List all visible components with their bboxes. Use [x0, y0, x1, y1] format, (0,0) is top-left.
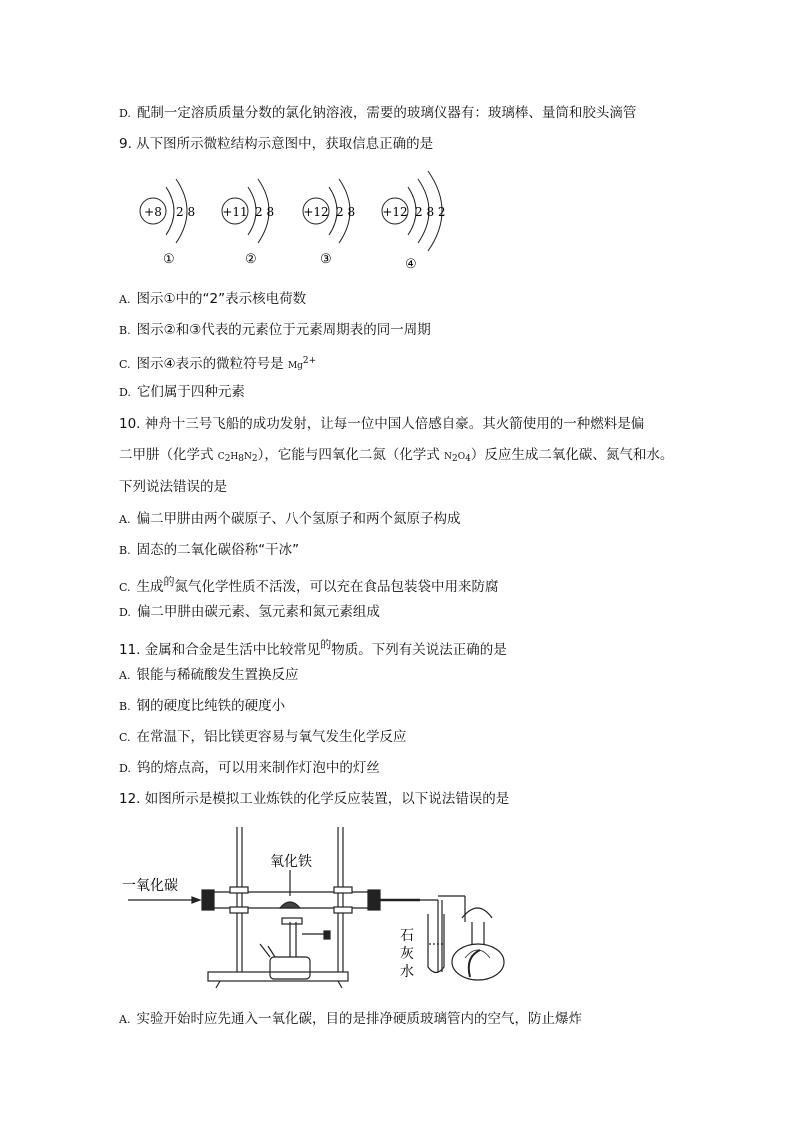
q11-option-c — [119, 728, 407, 747]
stem-text: 二甲肼（化学式 — [119, 447, 218, 463]
option-text: 图示④表示的微粒符号是 — [136, 356, 288, 372]
q10-stem-line1: 10. 神舟十三号飞船的成功发射，让每一位中国人倍感自豪。其火箭使用的一种燃料是偏 — [119, 416, 645, 432]
q11-stem — [119, 636, 507, 659]
q9-stem: 9. 从下图所示微粒结构示意图中，获取信息正确的是 — [119, 136, 434, 152]
option-letter: B. — [119, 544, 131, 557]
q12-stem: 12. 如图所示是模拟工业炼铁的化学反应装置，以下说法错误的是 — [119, 791, 510, 807]
q9-option-c — [119, 352, 316, 375]
particle-2-diagram — [222, 179, 274, 267]
formula-subscript: 8 — [238, 454, 245, 464]
particle-4-diagram — [382, 171, 446, 272]
option-letter: D. — [119, 107, 131, 120]
option-text: 实验开始时应先通入一氧化碳，目的是排净硬质玻璃管内的空气，防止爆炸 — [136, 1011, 582, 1027]
ion-symbol: Mg — [287, 361, 303, 371]
option-text: 生成 — [136, 579, 164, 595]
stem-text: 物质。下列有关说法正确的是 — [331, 642, 507, 658]
q9-option-b — [119, 321, 431, 340]
formula-subscript: 2 — [452, 454, 458, 464]
option-letter: B. — [119, 700, 131, 713]
option-text: 氮气化学性质不活泼，可以充在食品包装袋中用来防腐 — [174, 579, 499, 595]
option-letter: D. — [119, 386, 131, 399]
formula-element: H — [230, 452, 239, 462]
option-letter: C. — [119, 581, 131, 594]
diagram-label: ④ — [405, 257, 417, 272]
shell-electrons: 2 8 — [176, 205, 196, 219]
formula-subscript: 2 — [224, 454, 231, 464]
q10-option-a — [119, 510, 460, 529]
nucleus-charge: +12 — [303, 205, 329, 219]
option-letter: B. — [119, 324, 131, 337]
option-letter: C. — [119, 731, 131, 744]
q10-option-d — [119, 603, 380, 622]
formula-element: C — [217, 452, 225, 462]
option-text: 银能与稀硫酸发生置换反应 — [136, 667, 299, 683]
stray-char: 的 — [320, 638, 332, 651]
shell-electrons: 2 8 — [336, 205, 356, 219]
label-iron-oxide: 氧化铁 — [270, 854, 312, 870]
nucleus-charge: +8 — [144, 205, 162, 219]
particle-1-diagram — [140, 179, 195, 267]
iron-smelting-apparatus — [120, 822, 505, 997]
option-letter: D. — [119, 762, 131, 775]
q11-option-a — [119, 666, 298, 685]
q10-option-c — [119, 573, 499, 597]
option-text: 偏二甲肼由两个碳原子、八个氢原子和两个氮原子构成 — [136, 511, 461, 527]
label-carbon-monoxide: 一氧化碳 — [122, 878, 178, 894]
q9-option-a — [119, 290, 306, 309]
nucleus-charge: +12 — [382, 205, 408, 219]
q8-option-d — [119, 104, 636, 123]
option-text: 它们属于四种元素 — [136, 384, 245, 400]
q10-stem-line3: 下列说法错误的是 — [119, 479, 227, 495]
option-letter: A. — [119, 669, 131, 682]
label-lime-water-1: 石 — [400, 928, 414, 944]
option-text: 图示②和③代表的元素位于元素周期表的同一周期 — [136, 322, 431, 338]
option-text: 钢的硬度比纯铁的硬度小 — [136, 698, 286, 714]
q11-option-b — [119, 697, 285, 716]
option-letter: A. — [119, 1013, 131, 1026]
diagram-label: ③ — [320, 252, 332, 267]
formula-subscript: 2 — [251, 454, 258, 464]
particle-3-diagram — [303, 179, 355, 267]
stem-text: ）反应生成二氧化碳、氮气和水。 — [470, 447, 674, 463]
stray-char: 的 — [163, 575, 175, 588]
label-lime-water-2: 灰 — [400, 946, 414, 962]
q10-option-b — [119, 541, 299, 560]
atomic-structure-diagrams — [130, 165, 470, 275]
label-lime-water-3: 水 — [400, 964, 414, 980]
ion-charge: 2+ — [302, 356, 317, 366]
formula-element: N — [244, 452, 252, 462]
option-text: 偏二甲肼由碳元素、氢元素和氮元素组成 — [136, 604, 380, 620]
q11-option-d — [119, 759, 380, 778]
nucleus-charge: +11 — [222, 205, 248, 219]
option-text: 配制一定溶质质量分数的氯化钠溶液，需要的玻璃仪器有：玻璃棒、量筒和胶头滴管 — [136, 105, 637, 121]
option-letter: A. — [119, 293, 131, 306]
formula-element: O — [457, 452, 466, 462]
option-text: 图示①中的“2”表示核电荷数 — [136, 291, 307, 307]
option-text: 固态的二氧化碳俗称“干冰” — [136, 542, 300, 558]
option-text: 在常温下，铝比镁更容易与氧气发生化学反应 — [136, 729, 407, 745]
stem-text: 11. 金属和合金是生活中比较常见 — [119, 642, 321, 658]
q9-option-d — [119, 383, 245, 402]
option-letter: D. — [119, 606, 131, 619]
diagram-label: ② — [245, 252, 257, 267]
q10-stem-line2 — [119, 446, 673, 468]
option-text: 钨的熔点高，可以用来制作灯泡中的灯丝 — [136, 760, 380, 776]
q12-option-a — [119, 1010, 582, 1029]
option-letter: C. — [119, 358, 131, 371]
option-letter: A. — [119, 513, 131, 526]
shell-electrons: 2 8 — [255, 205, 275, 219]
formula-subscript: 4 — [465, 454, 471, 464]
stem-text: ），它能与四氧化二氮（化学式 — [257, 447, 445, 463]
formula-element: N — [444, 452, 453, 462]
shell-electrons: 2 8 2 — [415, 205, 446, 219]
diagram-label: ① — [163, 252, 175, 267]
